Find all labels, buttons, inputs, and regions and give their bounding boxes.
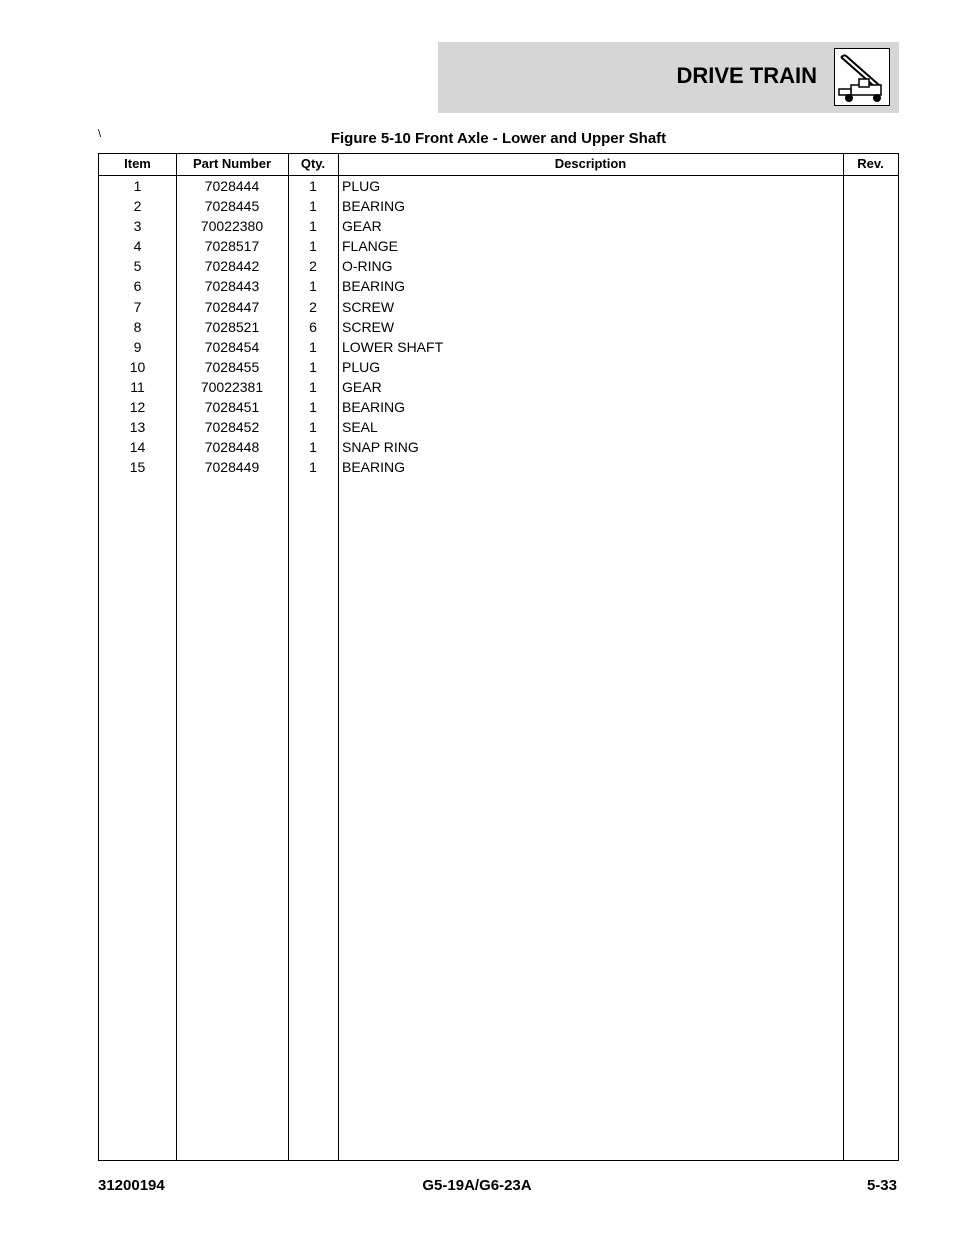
item-cell: 6 — [133, 278, 142, 295]
qty-cell: 6 — [309, 318, 317, 335]
item-cell: 4 — [133, 238, 142, 255]
table-row — [99, 457, 898, 477]
description-cell: O-RING — [342, 258, 393, 275]
part-number-cell: 7028447 — [204, 298, 260, 315]
description-cell: GEAR — [342, 218, 382, 235]
column-header-item: Item — [124, 156, 151, 171]
item-cell: 14 — [129, 439, 146, 456]
table-row — [99, 196, 898, 216]
qty-cell: 1 — [309, 459, 317, 476]
table-row — [99, 337, 898, 357]
item-cell: 15 — [129, 459, 146, 476]
description-cell: FLANGE — [342, 238, 399, 255]
part-number-cell: 7028451 — [204, 399, 260, 416]
section-title: DRIVE TRAIN — [676, 63, 817, 88]
description-cell: SCREW — [342, 318, 395, 335]
part-number-cell: 70022380 — [200, 218, 264, 235]
part-number-cell: 7028442 — [204, 258, 260, 275]
item-cell: 8 — [133, 318, 142, 335]
forklift-icon — [834, 48, 890, 106]
document-number: 31200194 — [98, 1177, 165, 1194]
table-row — [99, 297, 898, 317]
part-number-cell: 7028445 — [204, 198, 260, 215]
qty-cell: 1 — [309, 419, 317, 436]
qty-cell: 1 — [309, 358, 317, 375]
part-number-cell: 7028444 — [204, 178, 260, 194]
column-header-rev: Rev. — [857, 156, 884, 171]
qty-cell: 2 — [309, 258, 317, 275]
qty-cell: 1 — [309, 238, 317, 255]
qty-cell: 2 — [309, 298, 317, 315]
column-header-description: Description — [554, 156, 627, 171]
table-row — [99, 397, 898, 417]
item-cell: 10 — [129, 358, 146, 375]
item-cell: 9 — [133, 338, 142, 355]
description-cell: BEARING — [342, 198, 406, 215]
part-number-cell: 7028455 — [204, 358, 260, 375]
part-number-cell: 7028449 — [204, 459, 260, 476]
description-cell: BEARING — [342, 459, 406, 476]
part-number-cell: 7028448 — [204, 439, 260, 456]
column-header-qty: Qty. — [300, 156, 326, 171]
column-header-part-number: Part Number — [192, 156, 272, 171]
table-row — [99, 236, 898, 256]
part-number-cell: 7028521 — [204, 318, 260, 335]
item-cell: 11 — [130, 378, 145, 395]
part-number-cell: 7028454 — [204, 338, 260, 355]
item-cell: 3 — [133, 218, 142, 235]
description-cell: LOWER SHAFT — [342, 338, 444, 355]
qty-cell: 1 — [309, 178, 317, 194]
description-cell: PLUG — [342, 358, 381, 375]
item-cell: 7 — [133, 298, 142, 315]
item-cell: 1 — [133, 178, 142, 194]
item-cell: 2 — [133, 198, 142, 215]
table-row — [99, 276, 898, 296]
qty-cell: 1 — [309, 218, 317, 235]
table-row — [99, 417, 898, 437]
description-cell: GEAR — [342, 378, 382, 395]
description-cell: SEAL — [342, 419, 378, 436]
table-row — [99, 437, 898, 457]
figure-title: Figure 5-10 Front Axle - Lower and Upper Shaft — [330, 130, 667, 147]
item-cell: 5 — [133, 258, 142, 275]
table-row — [99, 216, 898, 236]
table-row — [99, 357, 898, 377]
parts-table — [98, 153, 899, 1161]
model-number: G5-19A/G6-23A — [422, 1177, 532, 1194]
page-number: 5-33 — [866, 1177, 897, 1194]
description-cell: SNAP RING — [342, 439, 419, 456]
description-cell: PLUG — [342, 178, 381, 194]
qty-cell: 1 — [309, 338, 317, 355]
qty-cell: 1 — [309, 439, 317, 456]
section-header — [438, 42, 899, 113]
table-row — [99, 176, 898, 196]
part-number-cell: 7028517 — [204, 238, 260, 255]
qty-cell: 1 — [309, 399, 317, 416]
part-number-cell: 7028443 — [204, 278, 260, 295]
qty-cell: 1 — [309, 278, 317, 295]
table-row — [99, 317, 898, 337]
part-number-cell: 70022381 — [200, 378, 264, 395]
item-cell: 13 — [129, 419, 146, 436]
description-cell: BEARING — [342, 278, 406, 295]
qty-cell: 1 — [309, 198, 317, 215]
qty-cell: 1 — [309, 378, 317, 395]
stray-mark: \ — [98, 128, 102, 140]
part-number-cell: 7028452 — [204, 419, 260, 436]
table-row — [99, 377, 898, 397]
table-body — [99, 176, 898, 477]
description-cell: SCREW — [342, 298, 395, 315]
item-cell: 12 — [129, 399, 146, 416]
table-row — [99, 256, 898, 276]
description-cell: BEARING — [342, 399, 406, 416]
